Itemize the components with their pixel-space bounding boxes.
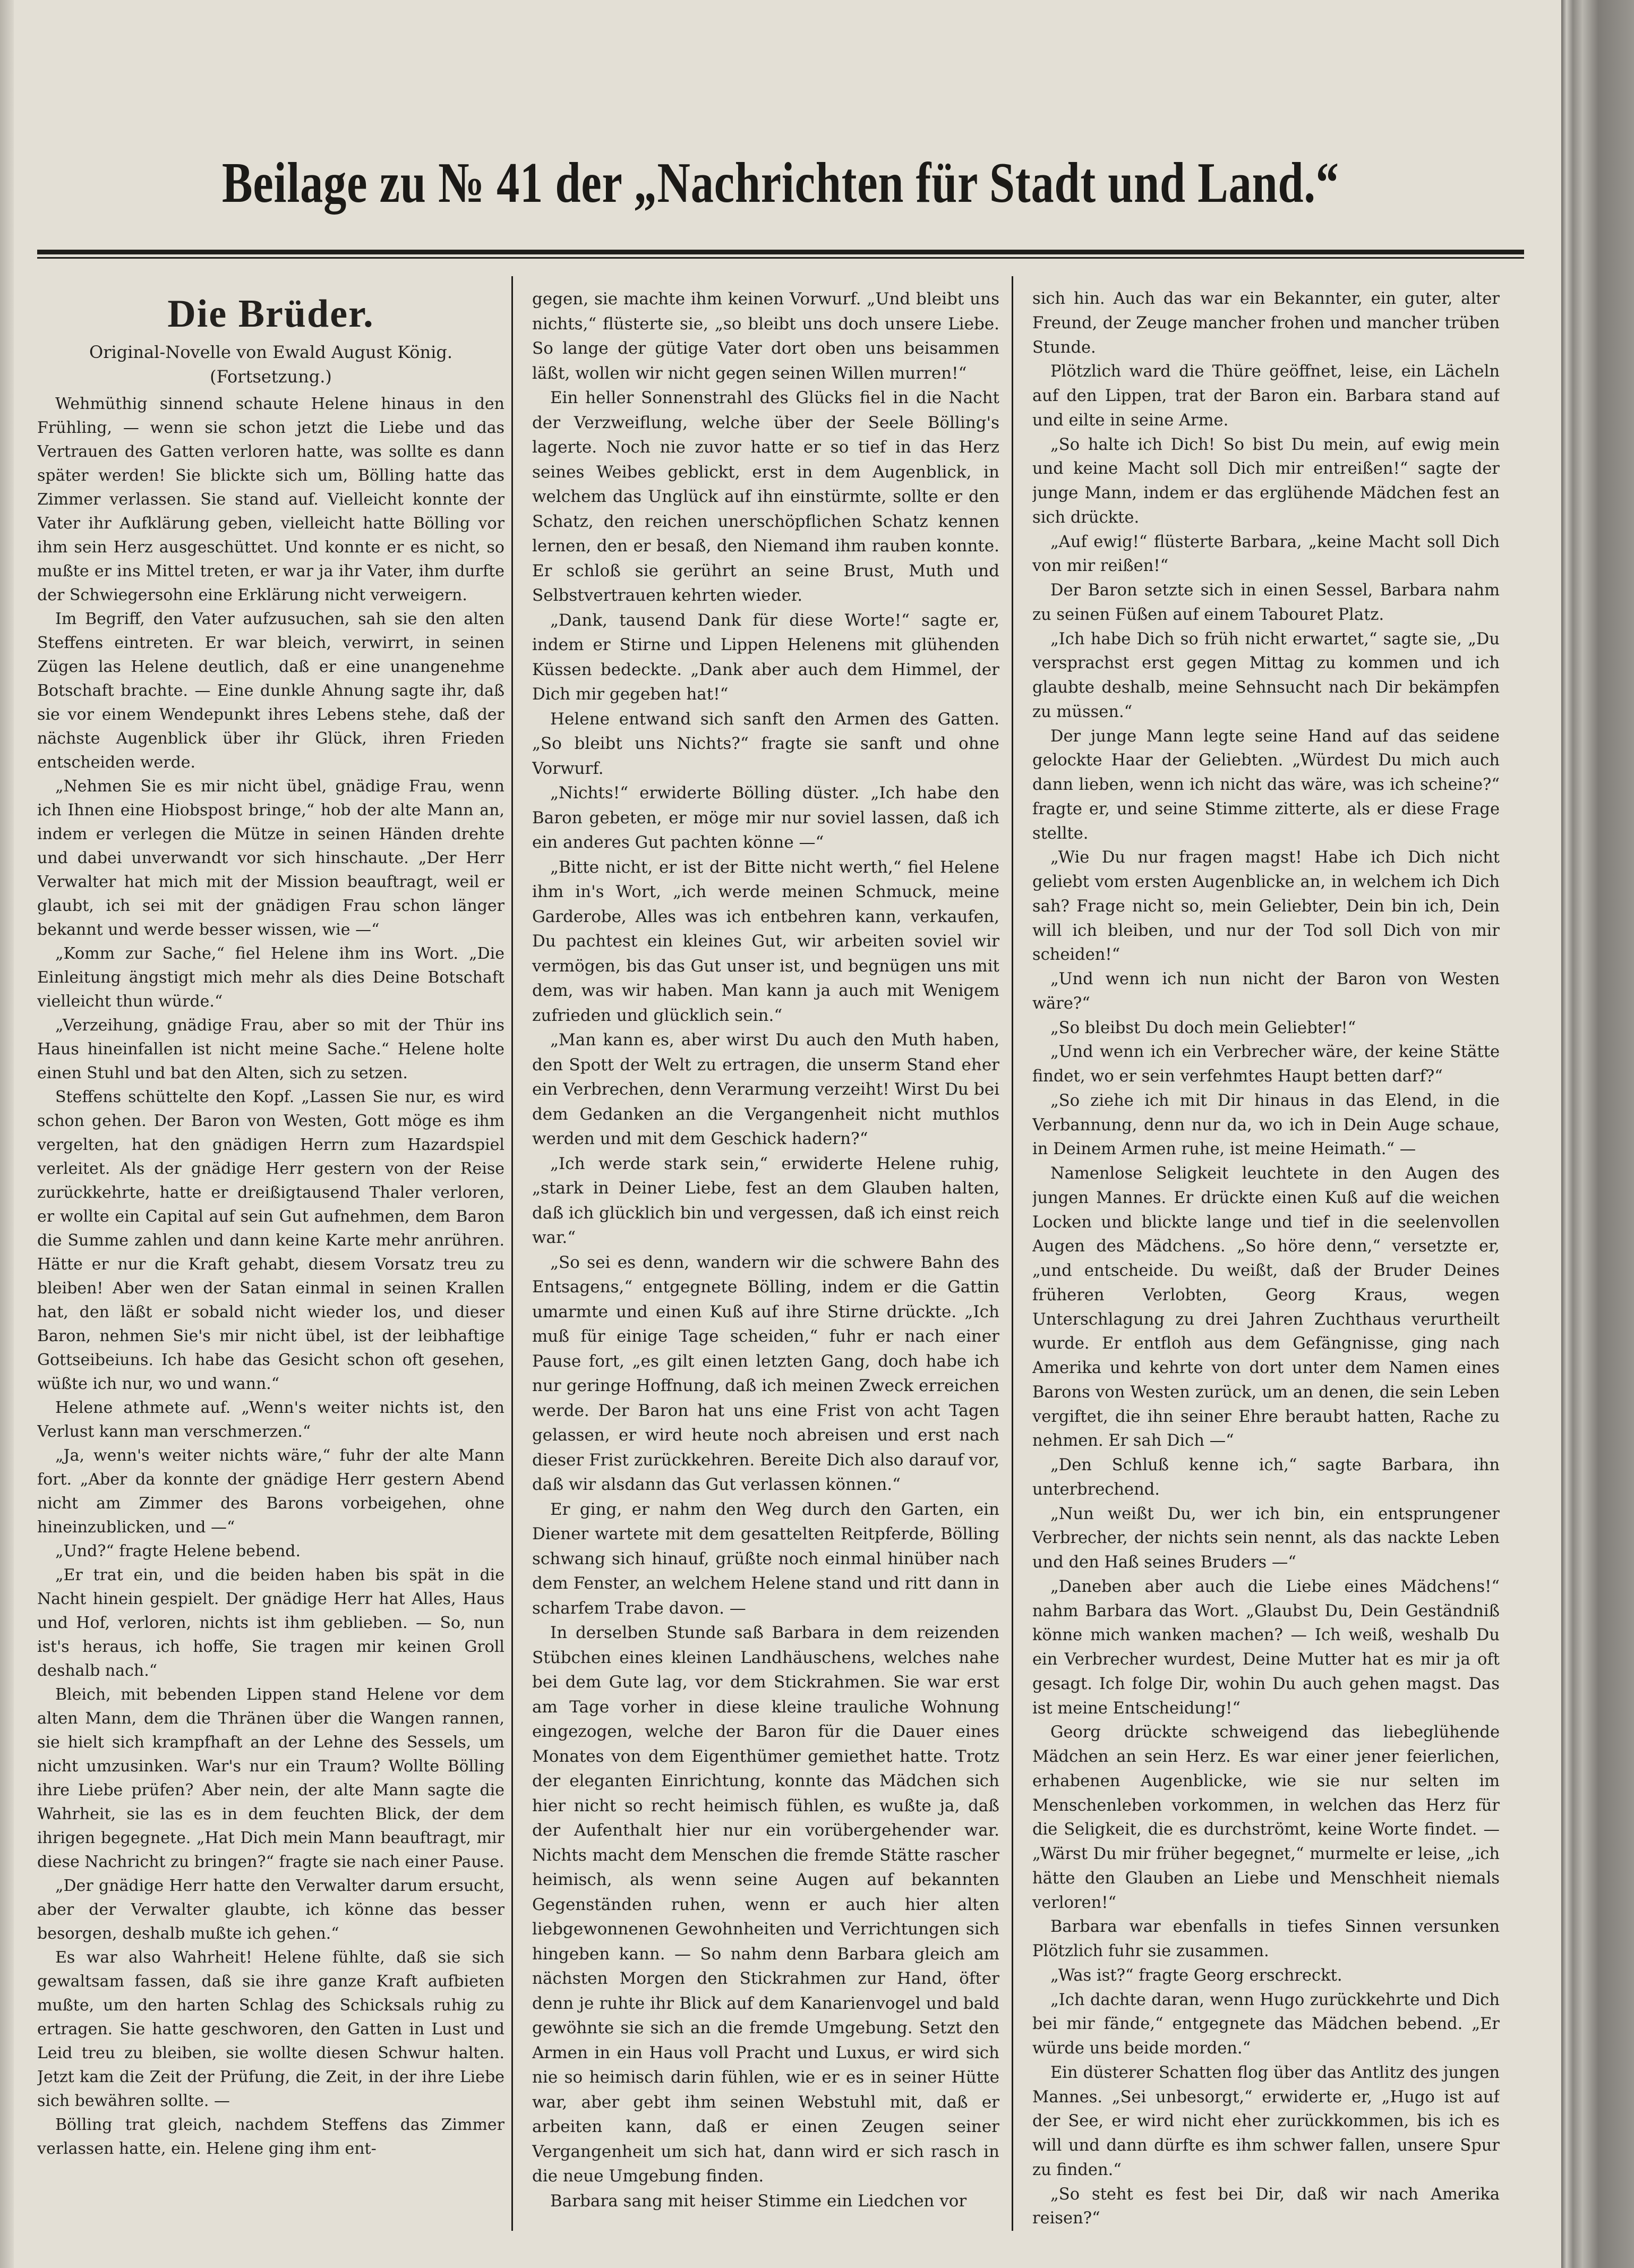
paragraph: Ein düsterer Schatten flog über das Antlitz des jungen Mannes. „Sei unbesorgt,“ erwiderte er, „Hugo ist auf der See, er wird nicht eher zurückkommen, bis ich es will und dann dürfte es ihm schwer fallen, unsere Spur zu finden.“ xyxy=(1032,2063,1500,2179)
paragraph: Bleich, mit bebenden Lippen stand Helene vor dem alten Mann, dem die Thränen über die Wangen rannen, sie hielt sich krampfhaft an der Lehne des Sessels, um nicht umzusinken. War's nur ein Traum? Wollte Bölling ihre Liebe prüfen? Aber nein, der alte Mann sagte die Wahrheit, sie las es in dem feuchten Blick, der dem ihrigen begegnete. „Hat Dich mein Mann beauftragt, mir diese Nachricht zu bringen?“ fragte sie nach einer Pause. xyxy=(37,1685,504,1871)
column-body xyxy=(532,287,999,2213)
page-edge-binding xyxy=(1561,0,1634,2268)
paragraph: gegen, sie machte ihm keinen Vorwurf. „Und bleibt uns nichts,“ flüsterte sie, „so bleibt uns doch unsere Liebe. So lange der gütige Vater dort oben uns beisammen läßt, wollen wir nicht gegen seinen Willen murren!“ xyxy=(532,289,999,383)
column-divider-1 xyxy=(511,276,513,2231)
paragraph: „Nichts!“ erwiderte Bölling düster. „Ich habe den Baron gebeten, er möge mir nur soviel lassen, daß ich ein anderes Gut pachten könne —“ xyxy=(532,783,999,852)
paragraph: „Ich habe Dich so früh nicht erwartet,“ sagte sie, „Du versprachst erst gegen Mittag zu kommen und ich glaubte deshalb, meine Sehnsucht nach Dir bekämpfen zu müssen.“ xyxy=(1032,629,1500,721)
column-body xyxy=(1032,287,1500,2231)
paragraph: „Dank, tausend Dank für diese Worte!“ sagte er, indem er Stirne und Lippen Helenens mit glühenden Küssen bedeckte. „Dank aber auch dem Himmel, der Dich mir gegeben hat!“ xyxy=(532,610,999,704)
paragraph: „Bitte nicht, er ist der Bitte nicht werth,“ fiel Helene ihm in's Wort, „ich werde meinen Schmuck, meine Garderobe, Alles was ich entbehren kann, verkaufen, Du pachtest ein kleines Gut, wir arbeiten soviel wir vermögen, bis das Gut unser ist, und begnügen uns mit dem, was wir haben. Man kann ja auch mit Wenigem zufrieden und glücklich sein.“ xyxy=(532,857,999,1025)
paragraph: „Daneben aber auch die Liebe eines Mädchens!“ nahm Barbara das Wort. „Glaubst Du, Dein Geständniß könne mich wanken machen? — Ich weiß, weshalb Du ein Verbrecher wurdest, Deine Mutter hat es mir ja oft gesagt. Ich folge Dir, wohin Du auch gehen magst. Das ist meine Entscheidung!“ xyxy=(1032,1577,1500,1718)
article-continued-note: (Fortsetzung.) xyxy=(210,366,332,387)
masthead-rule-thin xyxy=(37,257,1524,259)
paragraph: Der Baron setzte sich in einen Sessel, Barbara nahm zu seinen Füßen auf einem Tabouret Platz. xyxy=(1032,581,1500,624)
paragraph: „Und?“ fragte Helene bebend. xyxy=(55,1542,301,1561)
paragraph: Der junge Mann legte seine Hand auf das seidene gelockte Haar der Geliebten. „Würdest Du mich auch dann lieben, wenn ich nicht das wäre, was ich scheine?“ fragte er, und seine Stimme zitterte, als er diese Frage stellte. xyxy=(1032,727,1500,843)
paragraph: „Auf ewig!“ flüsterte Barbara, „keine Macht soll Dich von mir reißen!“ xyxy=(1032,532,1500,576)
paragraph: Namenlose Seligkeit leuchtete in den Augen des jungen Mannes. Er drückte einen Kuß auf die weichen Locken und blickte lange und tief in die seelenvollen Augen des Mädchens. „So höre denn,“ versetzte er, „und entscheide. Du weißt, daß der Bruder Deines früheren Verlobten, Georg Kraus, wegen Unterschlagung zu drei Jahren Zuchthaus verurtheilt wurde. Er entfloh aus dem Gefängnisse, ging nach Amerika und kehrte von dort unter dem Namen eines Barons von Westen zurück, um an denen, die sein Leben vergiftet, die ihn seiner Ehre beraubt hatten, Rache zu nehmen. Er sah Dich —“ xyxy=(1032,1164,1500,1451)
text-column-1 xyxy=(37,287,504,2231)
paragraph: Georg drückte schweigend das liebeglühende Mädchen an sein Herz. Es war einer jener feierlichen, erhabenen Augenblicke, wie sie nur selten im Menschenleben vorkommen, in welchen das Herz für die Seligkeit, die es durchströmt, keine Worte findet. — „Wärst Du mir früher begegnet,“ murmelte er leise, „ich hätte den Glauben an Liebe und Menschheit niemals verloren!“ xyxy=(1032,1723,1500,1912)
paragraph: Wehmüthig sinnend schaute Helene hinaus in den Frühling, — wenn sie schon jetzt die Liebe und das Vertrauen des Gatten verloren hatte, was sollte es dann später werden! Sie blickte sich um, Bölling hatte das Zimmer verlassen. Sie stand auf. Vielleicht konnte der Vater ihr Aufklärung geben, vielleicht hatte Bölling vor ihm sein Herz ausgeschüttet. Und konnte er es nicht, so mußte er ins Mittel treten, er war ja ihr Vater, ihm durfte der Schwiegersohn eine Erklärung nicht verweigern. xyxy=(37,395,504,604)
paragraph: Ein heller Sonnenstrahl des Glücks fiel in die Nacht der Verzweiflung, welche über der Seele Bölling's lagerte. Noch nie zuvor hatte er so tief in das Herz seines Weibes geblickt, erst in dem Augenblick, in welchem das Unglück auf ihn einstürmte, sollte er den Schatz, den reichen unerschöpflichen Schatz kennen lernen, den er besaß, den Niemand ihm rauben konnte. Er schloß sie gerührt an seine Brust, Muth und Selbstvertrauen kehrten wieder. xyxy=(532,388,999,605)
paragraph: Barbara war ebenfalls in tiefes Sinnen versunken Plötzlich fuhr sie zusammen. xyxy=(1032,1917,1500,1960)
paragraph: „So sei es denn, wandern wir die schwere Bahn des Entsagens,“ entgegnete Bölling, indem er die Gattin umarmte und einen Kuß auf ihre Stirne drückte. „Ich muß für einige Tage scheiden,“ fuhr er nach einer Pause fort, „es gilt einen letzten Gang, doch habe ich nur geringe Hoffnung, daß ich meinen Zweck erreichen werde. Der Baron hat uns eine Frist von acht Tagen gelassen, er wird heute noch abreisen und erst nach dieser Frist zurückkehren. Bereite Dich also darauf vor, daß wir alsdann das Gut verlassen können.“ xyxy=(532,1252,999,1494)
paragraph: „So ziehe ich mit Dir hinaus in das Elend, in die Verbannung, denn nur da, wo ich in Dein Auge schaue, in Deinem Armen ruhe, ist meine Heimath.“ — xyxy=(1032,1091,1500,1159)
paragraph: „Ja, wenn's weiter nichts wäre,“ fuhr der alte Mann fort. „Aber da konnte der gnädige Herr gestern Abend nicht am Zimmer des Barons vorbeigehen, ohne hineinzublicken, und —“ xyxy=(37,1446,504,1537)
masthead-title: Beilage zu № 41 der „Nachrichten für Stadt und Land.“ xyxy=(222,151,1339,215)
paragraph: „Und wenn ich nun nicht der Baron von Westen wäre?“ xyxy=(1032,970,1500,1013)
paragraph: „Und wenn ich ein Verbrecher wäre, der keine Stätte findet, wo er sein verfehmtes Haupt betten darf?“ xyxy=(1032,1043,1500,1086)
paragraph: „Man kann es, aber wirst Du auch den Muth haben, den Spott der Welt zu ertragen, die unserm Stand eher ein Verbrechen, denn Verarmung verzeiht! Wirst Du bei dem Gedanken an die Vergangenheit nicht muthlos werden und mit dem Geschick hadern?“ xyxy=(532,1030,999,1148)
article-byline: Original-Novelle von Ewald August König. xyxy=(89,342,452,362)
paragraph: „Den Schluß kenne ich,“ sagte Barbara, ihn unterbrechend. xyxy=(1032,1456,1500,1499)
paragraph: „Nun weißt Du, wer ich bin, ein entsprungener Verbrecher, der nichts sein nennt, als das nackte Leben und den Haß seines Bruders —“ xyxy=(1032,1504,1500,1572)
paragraph: „So halte ich Dich! So bist Du mein, auf ewig mein und keine Macht soll Dich mir entreißen!“ sagte der junge Mann, indem er das erglühende Mädchen fest an sich drückte. xyxy=(1032,435,1500,527)
paragraph: Es war also Wahrheit! Helene fühlte, daß sie sich gewaltsam fassen, daß sie ihre ganze Kraft aufbieten mußte, um den harten Schlag des Schicksals ruhig zu ertragen. Sie hatte geschworen, den Gatten in Lust und Leid treu zu bleiben, sie wollte diesen Schwur halten. Jetzt kam die Zeit der Prüfung, die Zeit, in der ihre Liebe sich bewähren sollte. — xyxy=(37,1948,504,2110)
paragraph: Barbara sang mit heiser Stimme ein Liedchen vor xyxy=(550,2191,967,2211)
paragraph: Bölling trat gleich, nachdem Steffens das Zimmer verlassen hatte, ein. Helene ging ihm ent- xyxy=(37,2116,504,2158)
paragraph: Plötzlich ward die Thüre geöffnet, leise, ein Lächeln auf den Lippen, trat der Baron ein. Barbara stand auf und eilte in seine Arme. xyxy=(1032,362,1500,430)
paragraph: „Nehmen Sie es mir nicht übel, gnädige Frau, wenn ich Ihnen eine Hiobspost bringe,“ hob der alte Mann an, indem er verlegen die Mütze in seinen Händen drehte und dabei unverwandt vor sich hinschaute. „Der Herr Verwalter hat mich mit der Mission beauftragt, weil er glaubt, ich sei mit der gnädigen Frau schon länger bekannt und werde besser wissen, wie —“ xyxy=(37,777,504,939)
paragraph: sich hin. Auch das war ein Bekannter, ein guter, alter Freund, der Zeuge mancher frohen und mancher trüben Stunde. xyxy=(1032,289,1500,357)
paragraph: Helene entwand sich sanft den Armen des Gatten. „So bleibt uns Nichts?“ fragte sie sanft und ohne Vorwurf. xyxy=(532,709,999,778)
paragraph: „Wie Du nur fragen magst! Habe ich Dich nicht geliebt vom ersten Augenblicke an, in welchem ich Dich sah? Frage nicht so, mein Geliebter, Dein bin ich, Dein will ich bleiben, und nur der Tod soll Dich von mir scheiden!“ xyxy=(1032,848,1500,965)
masthead-rule-thick xyxy=(37,250,1524,254)
paragraph: „So bleibst Du doch mein Geliebter!“ xyxy=(1050,1018,1356,1037)
article-title: Die Brüder. xyxy=(167,292,374,336)
paragraph: Er ging, er nahm den Weg durch den Garten, ein Diener wartete mit dem gesattelten Reitpferde, Bölling schwang sich hinauf, grüßte noch einmal hinüber nach dem Fenster, an welchem Helene stand und ritt dann in scharfem Trabe davon. — xyxy=(532,1499,999,1618)
paragraph: „Ich dachte daran, wenn Hugo zurückkehrte und Dich bei mir fände,“ entgegnete das Mädchen bebend. „Er würde uns beide morden.“ xyxy=(1032,1990,1500,2058)
paragraph: Helene athmete auf. „Wenn's weiter nichts ist, den Verlust kann man verschmerzen.“ xyxy=(37,1399,504,1441)
text-column-2 xyxy=(532,287,999,2231)
page-fold-shadow xyxy=(0,0,14,2268)
paragraph: Steffens schüttelte den Kopf. „Lassen Sie nur, es wird schon gehen. Der Baron von Westen, Gott möge es ihm vergelten, hat den gnädigen Herrn zum Hazardspiel verleitet. Als der gnädige Herr gestern von der Reise zurückkehrte, hatte er dreißigtausend Thaler verloren, er wollte ein Capital auf sein Gut aufnehmen, dem Baron die Summe zahlen und dann keine Karte mehr anrühren. Hätte er nur die Kraft gehabt, diesem Vorsatz treu zu bleiben! Aber wen der Satan einmal in seinen Krallen hat, den läßt er sobald nicht wieder los, und dieser Baron, nehmen Sie's mir nicht übel, ist der leibhaftige Gottseibeiuns. Ich habe das Gesicht schon oft gesehen, wüßte ich nur, wo und wann.“ xyxy=(37,1088,504,1393)
paragraph: „Was ist?“ fragte Georg erschreckt. xyxy=(1050,1966,1342,1985)
column-body xyxy=(37,392,504,2161)
column-divider-2 xyxy=(1012,276,1013,2231)
paragraph: „Er trat ein, und die beiden haben bis spät in die Nacht hinein gespielt. Der gnädige Herr hat Alles, Haus und Hof, verloren, nichts ist ihm geblieben. — So, nun ist's heraus, ich hoffe, Sie tragen mir keinen Groll deshalb nach.“ xyxy=(37,1566,504,1680)
paragraph: In derselben Stunde saß Barbara in dem reizenden Stübchen eines kleinen Landhäuschens, welches nahe bei dem Gute lag, vor dem Stickrahmen. Sie war erst am Tage vorher in diese kleine trauliche Wohnung eingezogen, welche der Baron für die Dauer eines Monates von dem Eigenthümer gemiethet hatte. Trotz der eleganten Einrichtung, konnte das Mädchen sich hier nicht so recht heimisch fühlen, es wußte ja, daß der Aufenthalt hier nur ein vorübergehender war. Nichts macht dem Menschen die fremde Stätte rascher heimisch, als wenn seine Augen auf bekannten Gegenständen ruhen, wenn er auch hier alten liebgewonnenen Gewohnheiten und Verrichtungen sich hingeben kann. — So nahm denn Barbara gleich am nächsten Morgen den Stickrahmen zur Hand, öfter denn je ruhte ihr Blick auf dem Kanarienvogel und bald gewöhnte sie sich an die fremde Umgebung. Setzt den Armen in ein Haus voll Pracht und Luxus, er wird sich nie so heimisch darin fühlen, wie er es in seiner Hütte war, aber gebt ihm seinen Webstuhl mit, daß er arbeiten kann, daß er einen Zeugen seiner Vergangenheit um sich hat, dann wird er sich rasch in die neue Umgebung finden. xyxy=(532,1623,999,2186)
paragraph: „Der gnädige Herr hatte den Verwalter darum ersucht, aber der Verwalter glaubte, ich könne das besser besorgen, deshalb mußte ich gehen.“ xyxy=(37,1877,504,1943)
text-column-3 xyxy=(1032,287,1500,2231)
paragraph: Im Begriff, den Vater aufzusuchen, sah sie den alten Steffens eintreten. Er war bleich, verwirrt, in seinen Zügen las Helene deutlich, daß er eine unangenehme Botschaft brachte. — Eine dunkle Ahnung sagte ihr, daß sie vor einem Wendepunkt ihres Lebens stehe, daß der nächste Augenblick über ihr Glück, ihren Frieden entscheiden werde. xyxy=(37,610,504,772)
paragraph: „Ich werde stark sein,“ erwiderte Helene ruhig, „stark in Deiner Liebe, fest an dem Glauben halten, daß ich glücklich bin und vergessen, daß ich einst reich war.“ xyxy=(532,1154,999,1247)
paragraph: „So steht es fest bei Dir, daß wir nach Amerika reisen?“ xyxy=(1032,2185,1500,2228)
masthead xyxy=(32,125,1529,242)
paragraph: „Komm zur Sache,“ fiel Helene ihm ins Wort. „Die Einleitung ängstigt mich mehr als dies Deine Botschaft vielleicht thun würde.“ xyxy=(37,944,504,1011)
paragraph: „Verzeihung, gnädige Frau, aber so mit der Thür ins Haus hineinfallen ist nicht meine Sache.“ Helene holte einen Stuhl und bat den Alten, sich zu setzen. xyxy=(37,1016,504,1082)
